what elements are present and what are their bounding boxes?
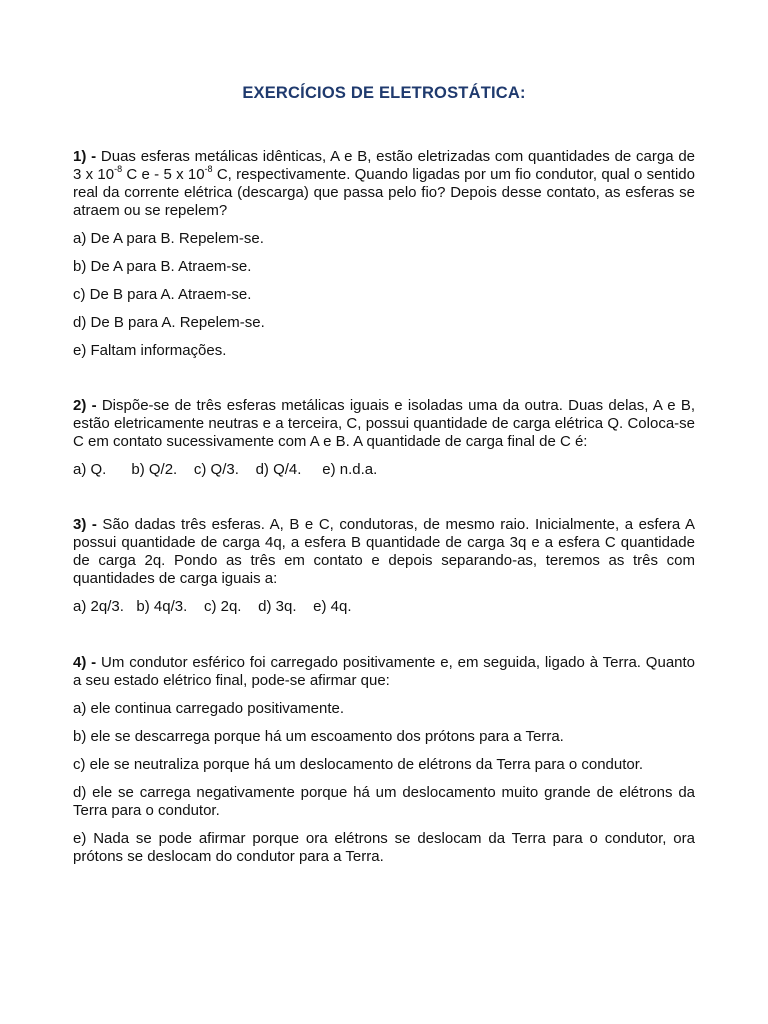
- answer-option: b) 4q/3.: [136, 598, 188, 615]
- question-2: [73, 397, 695, 479]
- question-text: Um condutor esférico foi carregado positivamente e, em seguida, ligado à Terra. Quanto a seu estado elétrico final, pode-se afirmar que:: [73, 654, 696, 689]
- answer-option: e) Nada se pode afirmar porque ora elétrons se deslocam da Terra para o condutor, ora prótons se deslocam do condutor para a Terra.: [73, 830, 695, 865]
- answer-option: d) De B para A. Repelem-se.: [73, 314, 265, 331]
- answer-option: c) ele se neutraliza porque há um deslocamento de elétrons da Terra para o condutor.: [73, 756, 644, 773]
- question-number: 4) -: [73, 654, 97, 671]
- answer-option: a) De A para B. Repelem-se.: [73, 230, 264, 247]
- answer-option: e) n.d.a.: [322, 461, 378, 478]
- answer-option: c) De B para A. Atraem-se.: [73, 286, 252, 303]
- question-number: 3) -: [73, 516, 97, 533]
- answer-options-row: [73, 461, 695, 479]
- question-number: 1) -: [73, 148, 97, 165]
- answer-option: b) Q/2.: [131, 461, 178, 478]
- question-text: Duas esferas metálicas idênticas, A e B, estão eletrizadas com quantidades de carga de 3 x 10: [73, 148, 696, 183]
- exponent: -8: [114, 164, 123, 174]
- answer-option: e) 4q.: [313, 598, 352, 615]
- question-1: [73, 148, 695, 370]
- question-4: [73, 654, 695, 876]
- answer-options-row: [73, 598, 695, 616]
- question-4-stem: [73, 654, 695, 690]
- answer-option: d) Q/4.: [255, 461, 302, 478]
- question-text: Dispõe-se de três esferas metálicas iguais e isoladas uma da outra. Duas delas, A e B, estão eletricamente neutras e a terceira, C, possui quantidade de carga elétrica Q. Coloca-se C em contato sucessivamente com A e B. A quantidade de carga final de C é:: [73, 397, 696, 450]
- question-text: C e - 5 x 10: [122, 166, 205, 183]
- answer-option: c) Q/3.: [193, 461, 239, 478]
- question-3: [73, 516, 695, 616]
- answer-option: a) Q.: [73, 461, 107, 478]
- question-3-stem: [73, 516, 695, 588]
- question-text: São dadas três esferas. A, B e C, condutoras, de mesmo raio. Inicialmente, a esfera A possui quantidade de carga 4q, a esfera B quantidade de carga 3q e a esfera C quantidade de carga 2q. Pondo as três em contato e depois separando-as, teremos as três com quantidades de carga iguais a:: [73, 516, 695, 587]
- exponent: -8: [204, 164, 213, 174]
- question-2-stem: [73, 397, 695, 451]
- answer-option: c) 2q.: [203, 598, 242, 615]
- question-1-stem: [73, 148, 695, 220]
- page-title: EXERCÍCIOS DE ELETROSTÁTICA:: [242, 84, 526, 102]
- answer-option: b) ele se descarrega porque há um escoamento dos prótons para a Terra.: [73, 728, 564, 745]
- question-number: 2) -: [73, 397, 97, 414]
- answer-option: e) Faltam informações.: [73, 342, 227, 359]
- answer-option: a) ele continua carregado positivamente.: [73, 700, 344, 717]
- answer-option: a) 2q/3.: [73, 598, 124, 615]
- answer-option: d) 3q.: [258, 598, 297, 615]
- answer-option: d) ele se carrega negativamente porque há um deslocamento muito grande de elétrons da Terra para o condutor.: [73, 784, 695, 819]
- answer-option: b) De A para B. Atraem-se.: [73, 258, 252, 275]
- question-text: C, respectivamente. Quando ligadas por um fio condutor, qual o sentido real da corrente elétrica (descarga) que passa pelo fio? Depois desse contato, as esferas se atraem ou se repelem?: [73, 166, 695, 219]
